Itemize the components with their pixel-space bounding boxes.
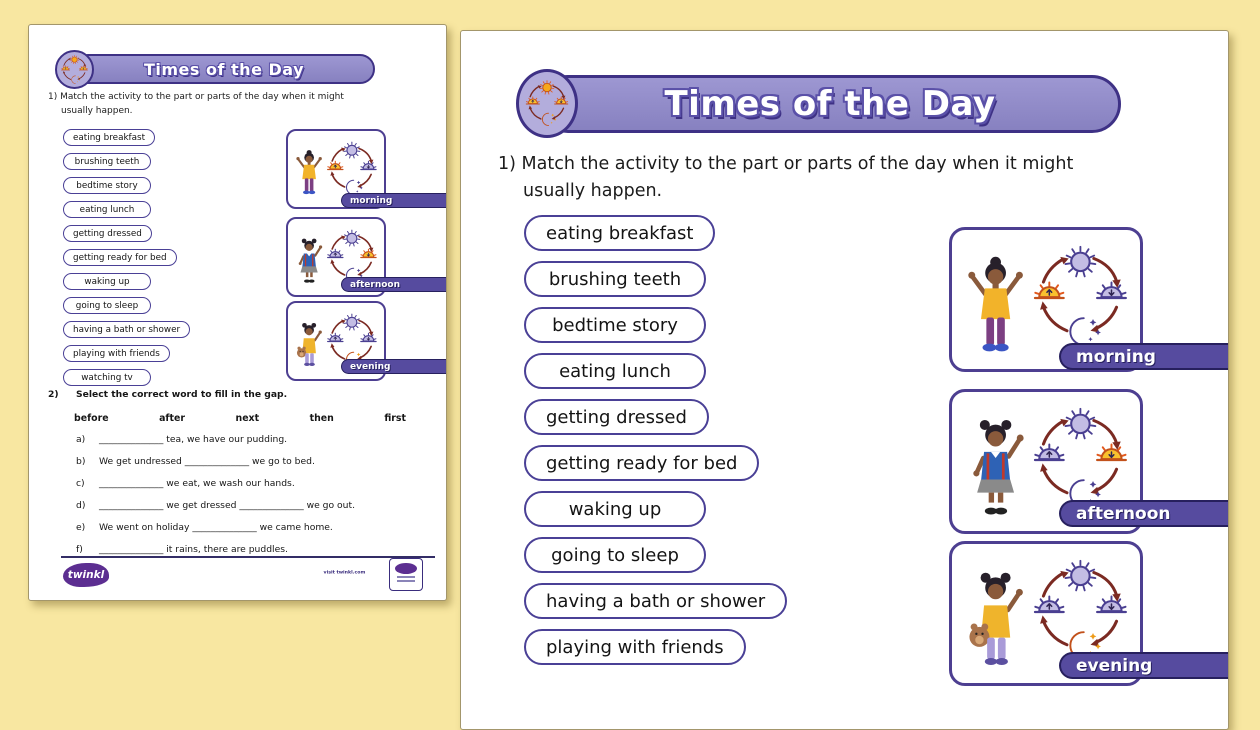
question1-instruction xyxy=(48,91,408,118)
activity-pill: eating breakfast xyxy=(524,215,715,251)
question1-text: Match the activity to the part or parts of the day when it might xyxy=(60,92,344,102)
worksheet-page-small-preview xyxy=(28,24,447,601)
activity-pill: eating lunch xyxy=(63,201,151,218)
word-bank-word: before xyxy=(74,413,109,424)
child-illustration xyxy=(961,404,1030,532)
page-title: Times of the Day xyxy=(144,60,304,79)
question2-instruction xyxy=(48,389,287,400)
sentence-text: ______________ it rains, there are puddles. xyxy=(99,544,288,555)
sentence-row xyxy=(76,450,355,472)
word-bank-word: first xyxy=(384,413,406,424)
time-label-evening: evening xyxy=(1059,652,1228,679)
child-illustration xyxy=(293,226,325,296)
activity-pill: getting ready for bed xyxy=(63,249,177,266)
activity-list xyxy=(524,215,787,665)
day-night-cycle-icon xyxy=(524,79,570,129)
activity-pill: getting ready for bed xyxy=(524,445,759,481)
question1-number: 1) xyxy=(48,92,57,102)
activity-pill: waking up xyxy=(524,491,706,527)
word-bank-word: next xyxy=(236,413,260,424)
sentence-row xyxy=(76,494,355,516)
activity-list xyxy=(63,129,190,386)
word-bank-word: after xyxy=(159,413,185,424)
time-label-afternoon: afternoon xyxy=(341,277,446,292)
question1-instruction xyxy=(498,151,1158,205)
activity-pill: getting dressed xyxy=(63,225,152,242)
activity-pill: eating breakfast xyxy=(63,129,155,146)
activity-pill: having a bath or shower xyxy=(524,583,787,619)
title-banner xyxy=(73,54,375,84)
child-illustration xyxy=(961,556,1030,684)
day-night-cycle-icon xyxy=(55,50,94,89)
sentence-text: ______________ we get dressed ______________ we go out. xyxy=(99,500,355,511)
sentence-text: We went on holiday ______________ we came home. xyxy=(99,522,333,533)
sentence-letter: d) xyxy=(76,500,99,511)
activity-pill: getting dressed xyxy=(524,399,709,435)
sentence-text: We get undressed ______________ we go to bed. xyxy=(99,456,315,467)
word-bank-word: then xyxy=(310,413,334,424)
visit-twinkl-link: visit twinkl.com xyxy=(323,570,365,575)
activity-pill: playing with friends xyxy=(63,345,170,362)
activity-pill: brushing teeth xyxy=(63,153,151,170)
twinkl-badge-logo xyxy=(395,563,417,574)
day-night-cycle-icon xyxy=(516,69,578,138)
time-label-morning: morning xyxy=(1059,343,1228,370)
sentence-letter: a) xyxy=(76,434,99,445)
time-label-morning: morning xyxy=(341,193,446,208)
page-title: Times of the Day xyxy=(664,84,995,124)
activity-pill: brushing teeth xyxy=(524,261,706,297)
sentence-text: ______________ tea, we have our pudding. xyxy=(99,434,287,445)
twinkl-quality-badge xyxy=(389,558,423,591)
activity-pill: having a bath or shower xyxy=(63,321,190,338)
day-night-cycle-icon xyxy=(60,55,89,85)
day-cycle-diagram xyxy=(1030,407,1131,513)
sentence-letter: b) xyxy=(76,456,99,467)
activity-pill: waking up xyxy=(63,273,151,290)
activity-pill: bedtime story xyxy=(524,307,706,343)
activity-pill: going to sleep xyxy=(524,537,706,573)
footer-divider xyxy=(61,556,435,558)
question1-text-cont: usually happen. xyxy=(61,106,133,116)
sentence-letter: e) xyxy=(76,522,99,533)
child-illustration xyxy=(293,310,325,380)
sentence-text: ______________ we eat, we wash our hands. xyxy=(99,478,295,489)
badge-text-line xyxy=(397,576,415,578)
question2-number: 2) xyxy=(48,389,76,400)
day-cycle-diagram xyxy=(1030,245,1131,351)
child-illustration xyxy=(293,138,325,208)
day-cycle-diagram xyxy=(1030,559,1131,665)
question1-number: 1) xyxy=(498,154,516,174)
activity-pill: bedtime story xyxy=(63,177,151,194)
question1-text: Match the activity to the part or parts of the day when it might xyxy=(522,154,1074,174)
twinkl-logo: twinkl xyxy=(63,563,109,587)
sentence-letter: c) xyxy=(76,478,99,489)
sentence-letter: f) xyxy=(76,544,99,555)
child-illustration xyxy=(961,242,1030,370)
activity-pill: watching tv xyxy=(63,369,151,386)
activity-pill: eating lunch xyxy=(524,353,706,389)
sentence-row xyxy=(76,428,355,450)
sentence-row xyxy=(76,472,355,494)
time-label-evening: evening xyxy=(341,359,446,374)
badge-text-line xyxy=(397,580,415,582)
time-label-afternoon: afternoon xyxy=(1059,500,1228,527)
title-banner xyxy=(539,75,1121,133)
worksheet-page-zoomed xyxy=(460,30,1229,730)
activity-pill: playing with friends xyxy=(524,629,746,665)
sentence-list xyxy=(76,428,355,560)
activity-pill: going to sleep xyxy=(63,297,151,314)
sentence-row xyxy=(76,516,355,538)
word-bank xyxy=(74,413,406,424)
question1-text-cont: usually happen. xyxy=(523,181,662,201)
day-cycle-diagram xyxy=(325,141,379,198)
question2-text: Select the correct word to fill in the gap. xyxy=(76,389,287,400)
